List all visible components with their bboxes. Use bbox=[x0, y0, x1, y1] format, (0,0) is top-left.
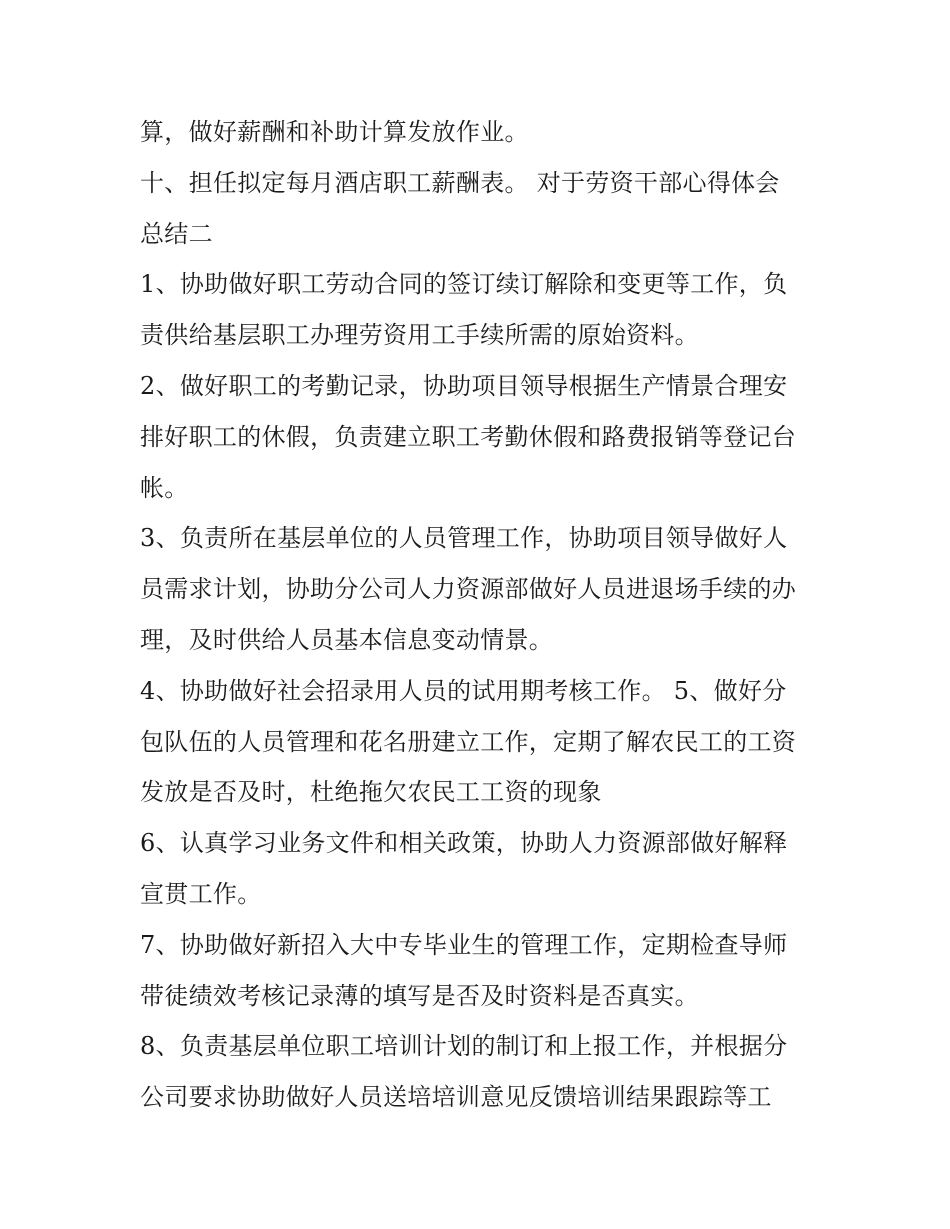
text-line: 7、协助做好新招入大中专毕业生的管理工作，定期检查导师 bbox=[140, 930, 788, 959]
text-line: 宣贯工作。 bbox=[140, 879, 262, 908]
text-line: 排好职工的休假，负责建立职工考勤休假和路费报销等登记台 bbox=[140, 422, 797, 451]
text-line: 8、负责基层单位职工培训计划的制订和上报工作，并根据分 bbox=[140, 1032, 788, 1061]
text-line: 发放是否及时，杜绝拖欠农民工工资的现象 bbox=[140, 778, 602, 807]
document-body bbox=[140, 107, 820, 1123]
text-line: 理，及时供给人员基本信息变动情景。 bbox=[140, 625, 554, 654]
text-line: 十、担任拟定每月酒店职工薪酬表。 对于劳资干部心得体会 bbox=[140, 168, 780, 197]
text-line: 2、做好职工的考勤记录，协助项目领导根据生产情景合理安 bbox=[140, 371, 788, 400]
text-line: 4、协助做好社会招录用人员的试用期考核工作。 5、做好分 bbox=[140, 676, 787, 705]
text-line: 责供给基层职工办理劳资用工手续所需的原始资料。 bbox=[140, 321, 699, 350]
text-line: 包队伍的人员管理和花名册建立工作，定期了解农民工的工资 bbox=[140, 727, 797, 756]
text-line: 帐。 bbox=[140, 473, 189, 502]
text-line: 总结二 bbox=[140, 219, 213, 248]
text-line: 带徒绩效考核记录薄的填写是否及时资料是否真实。 bbox=[140, 981, 699, 1010]
text-line: 公司要求协助做好人员送培培训意见反馈培训结果跟踪等工 bbox=[140, 1083, 772, 1112]
text-line: 3、负责所在基层单位的人员管理工作，协助项目领导做好人 bbox=[140, 524, 788, 553]
text-line: 6、认真学习业务文件和相关政策，协助人力资源部做好解释 bbox=[140, 829, 788, 858]
text-line: 算，做好薪酬和补助计算发放作业。 bbox=[140, 118, 529, 146]
text-line: 1、协助做好职工劳动合同的签订续订解除和变更等工作，负 bbox=[140, 270, 788, 299]
text-line: 员需求计划，协助分公司人力资源部做好人员进退场手续的办 bbox=[140, 575, 797, 604]
